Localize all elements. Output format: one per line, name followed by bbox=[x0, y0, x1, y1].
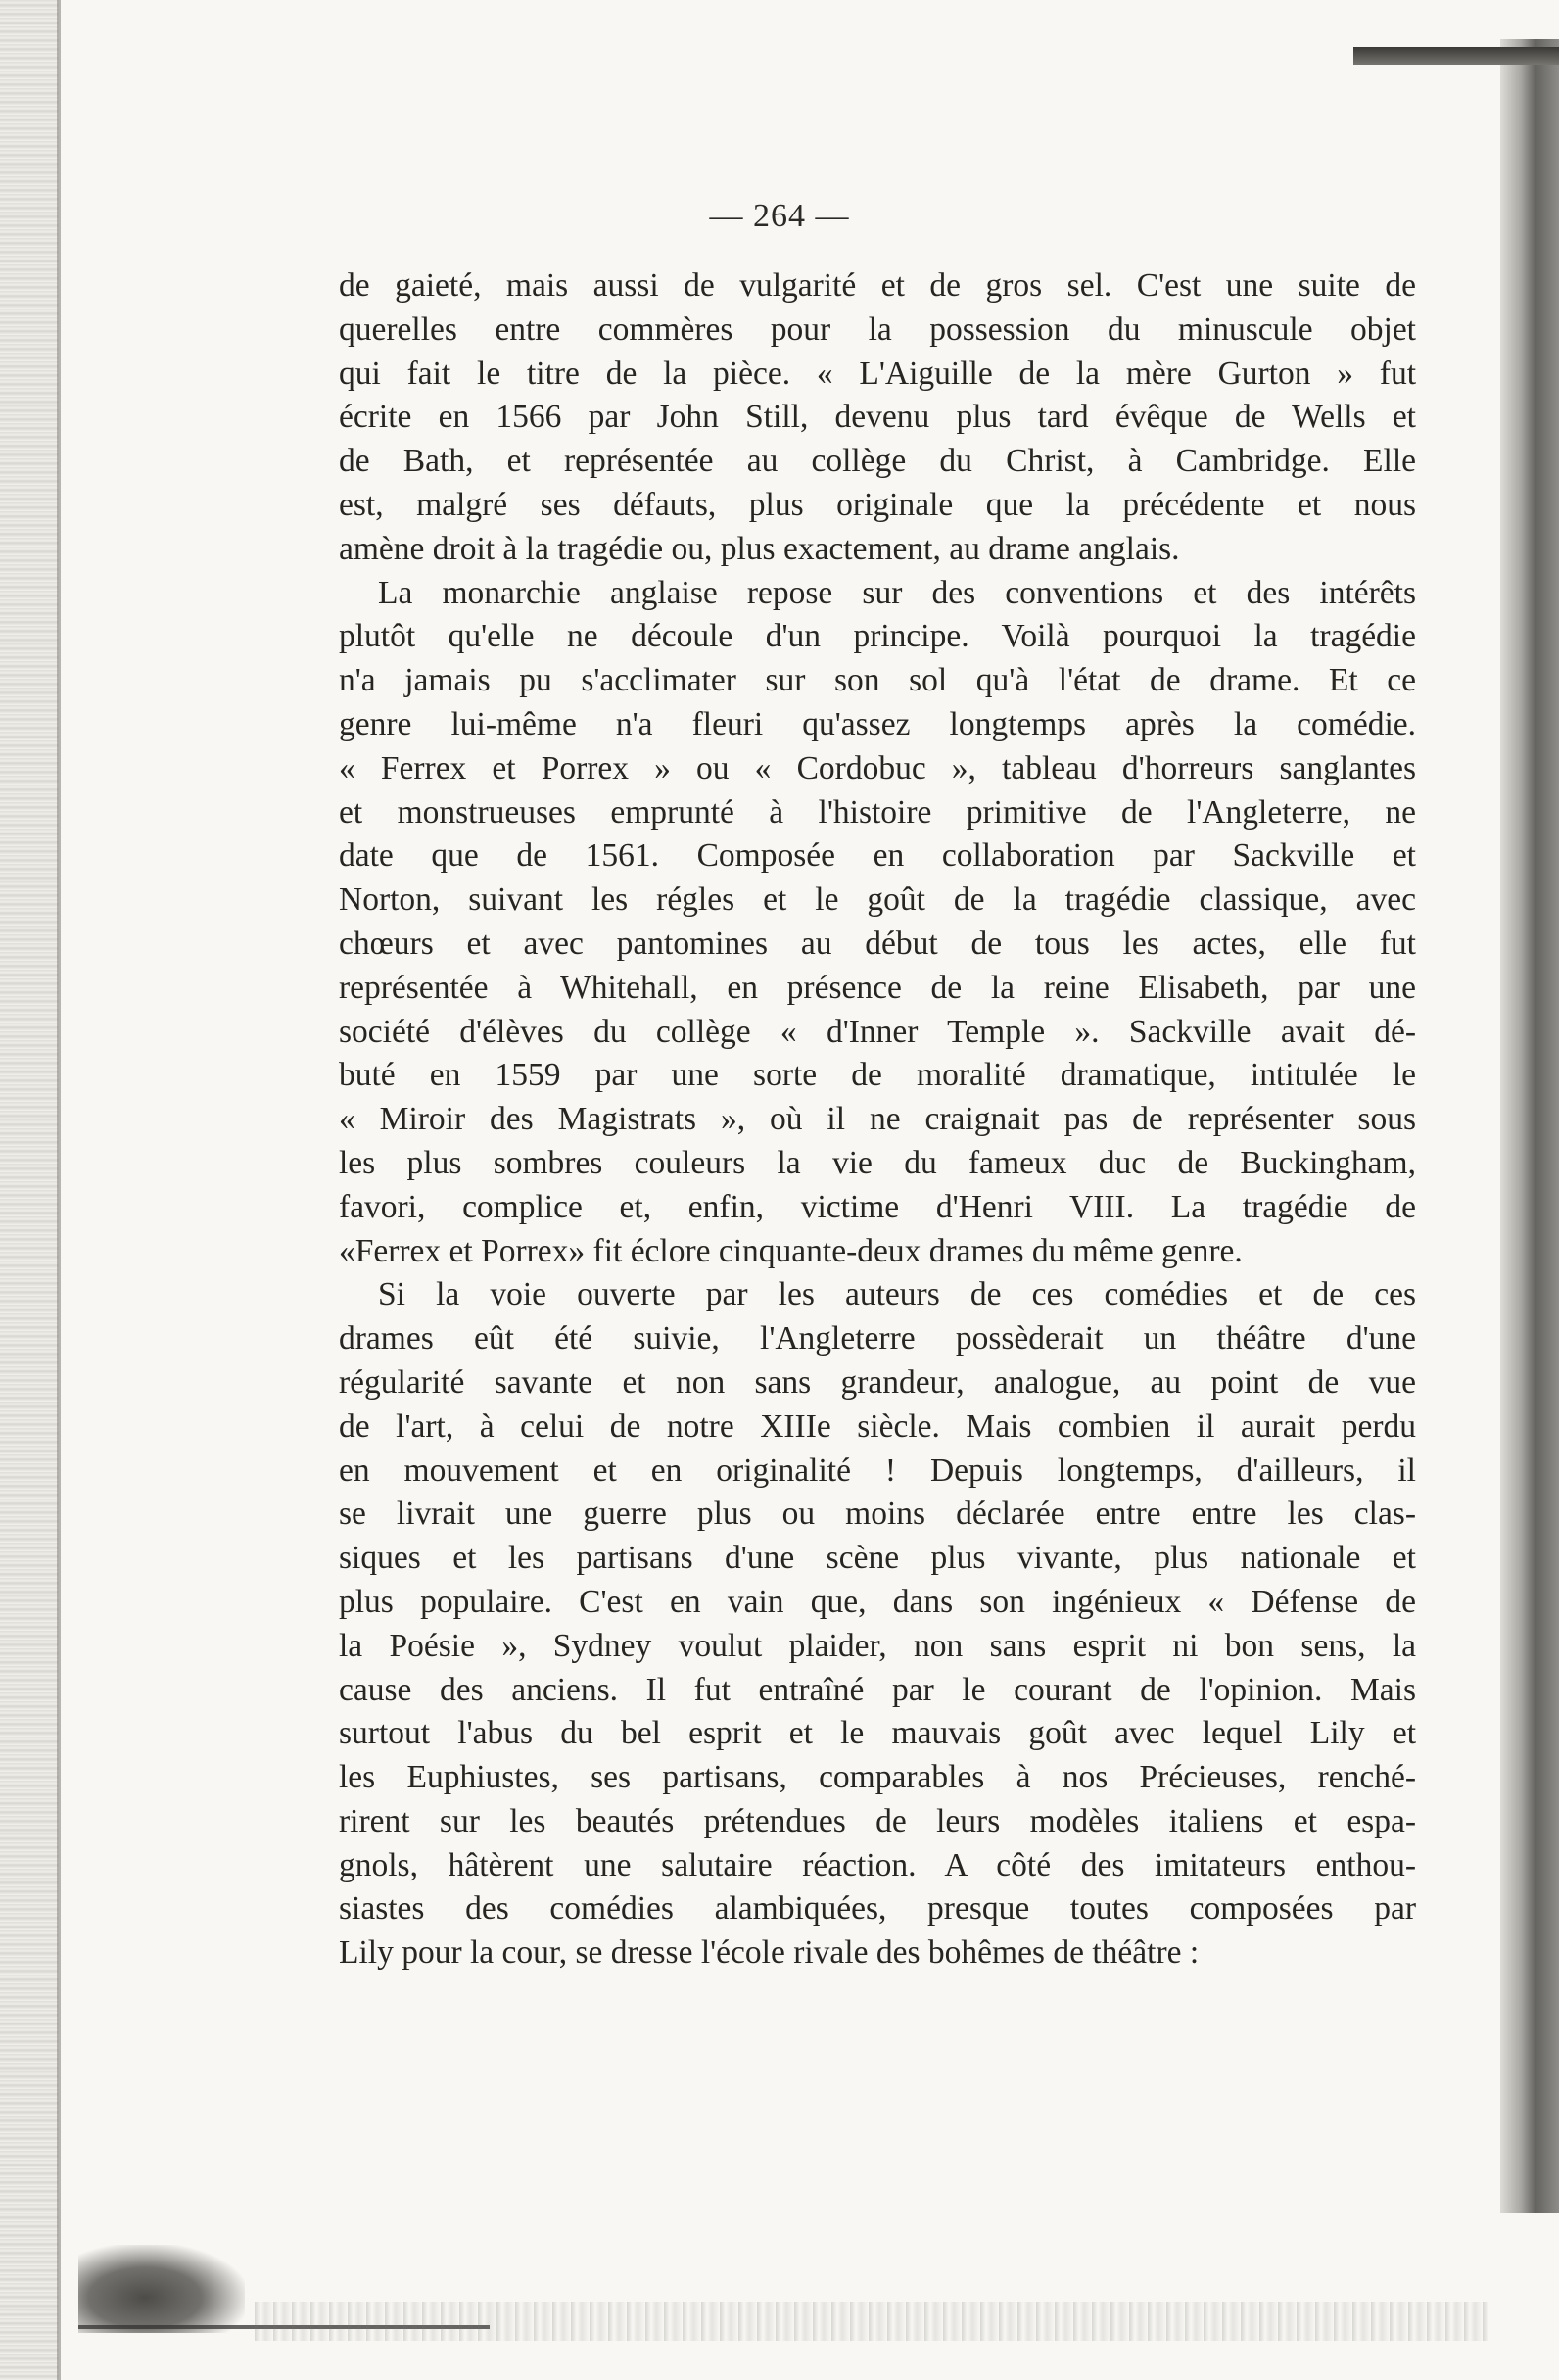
text-line: siastes des comédies alambiquées, presque toutes composées par bbox=[339, 1890, 1416, 1928]
scan-left-edge-line bbox=[57, 0, 61, 2380]
text-line: cause des anciens. Il fut entraîné par le courant de l'opinion. Mais bbox=[339, 1671, 1416, 1708]
text-line: écrite en 1566 par John Still, devenu plus tard évêque de Wells et bbox=[339, 399, 1416, 436]
text-line: siques et les partisans d'une scène plus vivante, plus nationale et bbox=[339, 1540, 1416, 1577]
text-line: les plus sombres couleurs la vie du fameux duc de Buckingham, bbox=[339, 1144, 1416, 1181]
text-line: « Ferrex et Porrex » ou « Cordobuc », tableau d'horreurs sanglantes bbox=[339, 749, 1416, 786]
text-line: Si la voie ouverte par les auteurs de ces comédies et de ces bbox=[378, 1276, 1416, 1313]
text-line: surtout l'abus du bel esprit et le mauvais goût avec lequel Lily et bbox=[339, 1715, 1416, 1752]
text-line: en mouvement et en originalité ! Depuis longtemps, d'ailleurs, il bbox=[339, 1452, 1416, 1489]
text-line: société d'élèves du collège « d'Inner Temple ». Sackville avait dé- bbox=[339, 1013, 1416, 1050]
text-line: régularité savante et non sans grandeur, analogue, au point de vue bbox=[339, 1363, 1416, 1401]
text-line: plus populaire. C'est en vain que, dans son ingénieux « Défense de bbox=[339, 1583, 1416, 1620]
text-line: les Euphiustes, ses partisans, comparables à nos Précieuses, renché- bbox=[339, 1759, 1416, 1796]
text-line: plutôt qu'elle ne découle d'un principe. Voilà pourquoi la tragédie bbox=[339, 618, 1416, 655]
scan-right-edge bbox=[1500, 39, 1559, 2213]
text-line: chœurs et avec pantomines au début de tous les actes, elle fut bbox=[339, 925, 1416, 962]
text-line: est, malgré ses défauts, plus originale que la précédente et nous bbox=[339, 486, 1416, 523]
text-line: qui fait le titre de la pièce. « L'Aiguille de la mère Gurton » fut bbox=[339, 355, 1416, 392]
text-line: favori, complice et, enfin, victime d'Henri VIII. La tragédie de bbox=[339, 1188, 1416, 1225]
text-line: de l'art, à celui de notre XIIIe siècle. Mais combien il aurait perdu bbox=[339, 1407, 1416, 1445]
text-line: « Miroir des Magistrats », où il ne craignait pas de représenter sous bbox=[339, 1101, 1416, 1138]
text-line: date que de 1561. Composée en collaboration par Sackville et bbox=[339, 837, 1416, 875]
scan-top-right-mark bbox=[1353, 47, 1559, 65]
text-line: se livrait une guerre plus ou moins déclarée entre entre les clas- bbox=[339, 1496, 1416, 1533]
text-line: Norton, suivant les régles et le goût de la tragédie classique, avec bbox=[339, 881, 1416, 919]
text-line: drames eût été suivie, l'Angleterre possèderait un théâtre d'une bbox=[339, 1320, 1416, 1357]
text-line: Lily pour la cour, se dresse l'école rivale des bohêmes de théâtre : bbox=[339, 1934, 1200, 1972]
text-line: et monstrueuses emprunté à l'histoire primitive de l'Angleterre, ne bbox=[339, 793, 1416, 831]
body-text bbox=[339, 264, 1416, 1975]
text-line: La monarchie anglaise repose sur des conventions et des intérêts bbox=[378, 574, 1416, 611]
text-line: de gaieté, mais aussi de vulgarité et de gros sel. C'est une suite de bbox=[339, 267, 1416, 304]
text-line: gnols, hâtèrent une salutaire réaction. A côté des imitateurs enthou- bbox=[339, 1846, 1416, 1883]
text-line: buté en 1559 par une sorte de moralité dramatique, intitulée le bbox=[339, 1057, 1416, 1094]
text-line: de Bath, et représentée au collège du Christ, à Cambridge. Elle bbox=[339, 443, 1416, 480]
text-line: genre lui-même n'a fleuri qu'assez longtemps après la comédie. bbox=[339, 705, 1416, 742]
text-line: n'a jamais pu s'acclimater sur son sol qu'à l'état de drame. Et ce bbox=[339, 662, 1416, 699]
paragraph bbox=[339, 1273, 1416, 1975]
text-line: querelles entre commères pour la possession du minuscule objet bbox=[339, 310, 1416, 348]
text-line: la Poésie », Sydney voulut plaider, non sans esprit ni bon sens, la bbox=[339, 1627, 1416, 1664]
paragraph bbox=[339, 572, 1416, 1274]
scan-bottom-noise bbox=[255, 2302, 1488, 2341]
scan-bottom-smudge bbox=[78, 2245, 245, 2333]
scan-left-edge bbox=[0, 0, 59, 2380]
text-line: rirent sur les beautés prétendues de leurs modèles italiens et espa- bbox=[339, 1802, 1416, 1839]
text-line: amène droit à la tragédie ou, plus exactement, au drame anglais. bbox=[339, 530, 1180, 567]
page-number: — 264 — bbox=[709, 198, 850, 234]
text-line: représentée à Whitehall, en présence de la reine Elisabeth, par une bbox=[339, 969, 1416, 1006]
text-line: «Ferrex et Porrex» fit éclore cinquante-deux drames du même genre. bbox=[339, 1232, 1243, 1269]
paragraph bbox=[339, 264, 1416, 572]
